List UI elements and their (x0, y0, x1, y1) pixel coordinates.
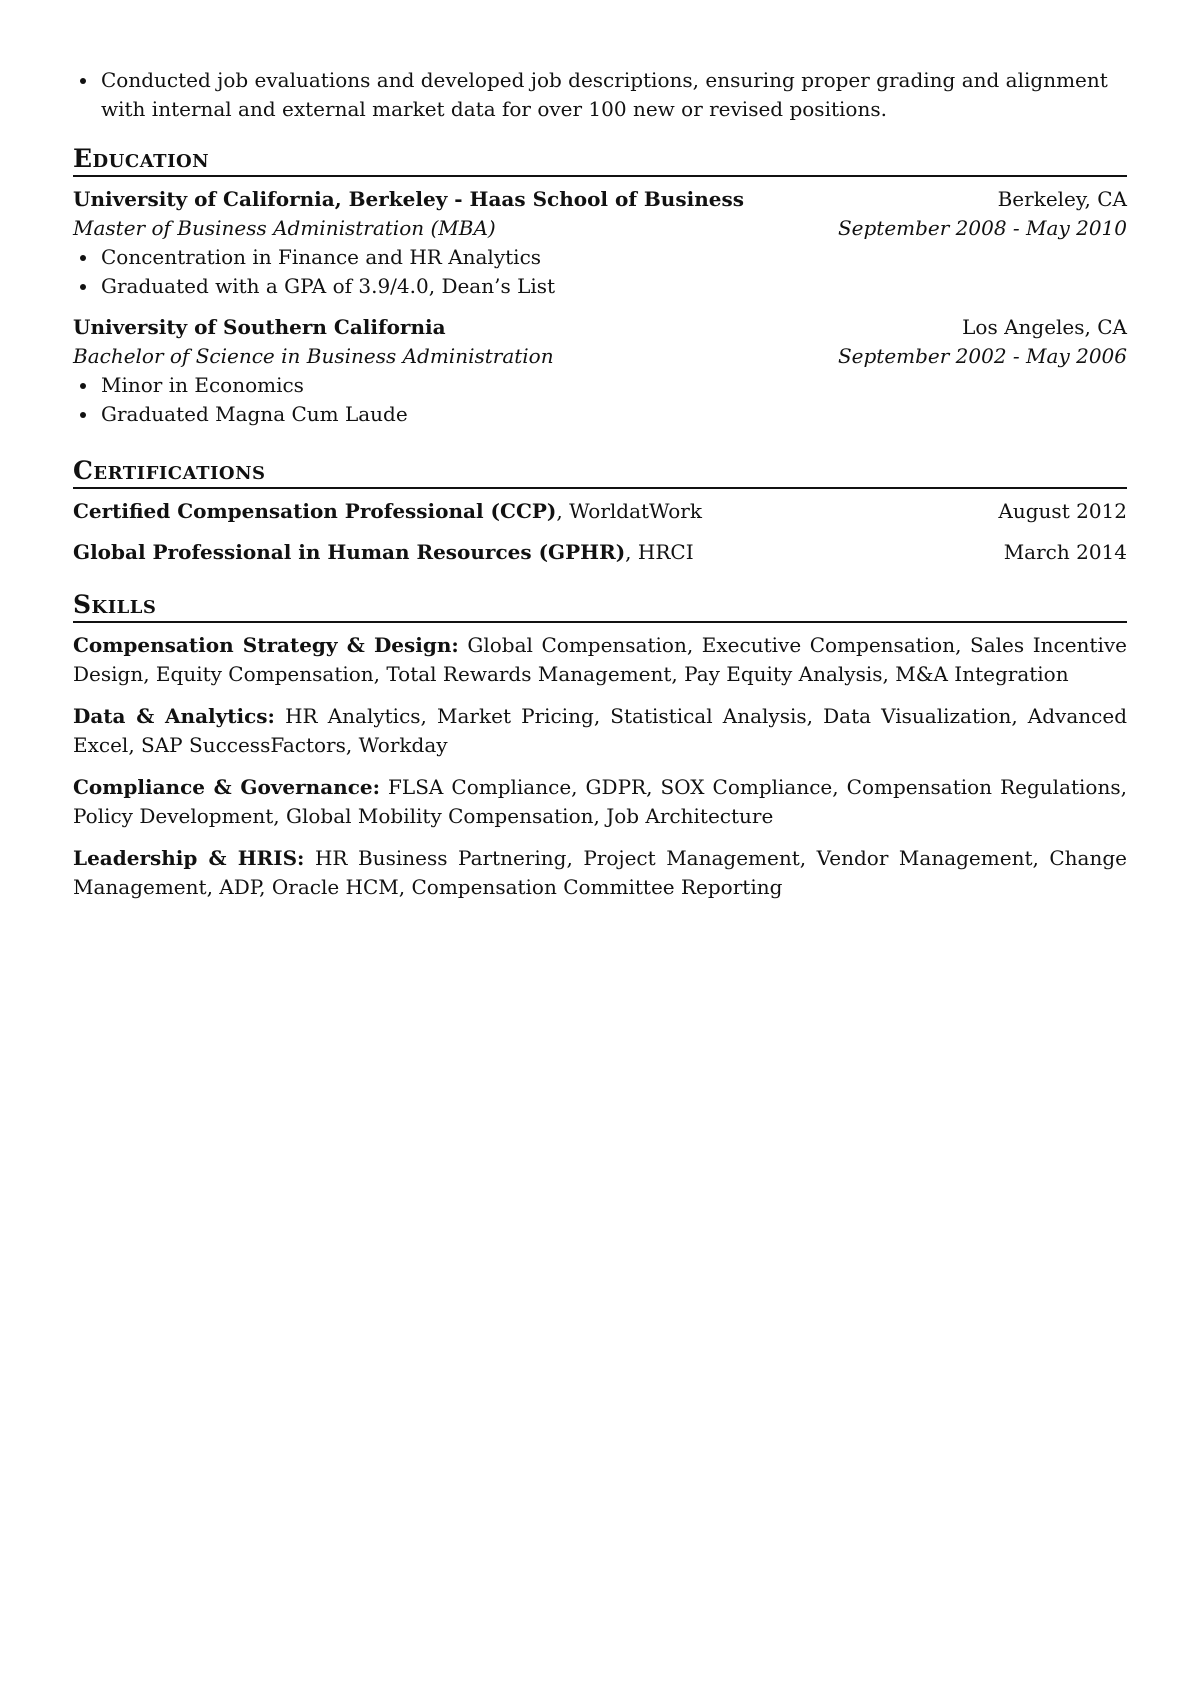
skill-group-label: Compensation Strategy & Design: (73, 633, 459, 657)
certifications-heading: Certifications (73, 456, 1127, 489)
certification-date: August 2012 (998, 499, 1127, 523)
education-entry (73, 313, 1127, 429)
certification-name: Global Professional in Human Resources (GPHR) (73, 540, 626, 564)
experience-continuation-list (73, 66, 1127, 124)
education-bullets (73, 371, 1127, 429)
education-dates: September 2008 - May 2010 (837, 216, 1127, 240)
education-heading: Education (73, 144, 1127, 177)
education-section (73, 144, 1127, 441)
skill-group-text: FLSA Compliance, GDPR, SOX Compliance, Compensation Regulations, Policy Development, Global Mobility Compensation, Job Architecture (73, 775, 1127, 828)
skill-group-label: Data & Analytics: (73, 704, 275, 728)
certification-item (73, 497, 1127, 526)
certification-item (73, 538, 1127, 567)
certification-issuer: , WorldatWork (556, 499, 702, 523)
education-dates: September 2002 - May 2006 (837, 344, 1127, 368)
education-bullet: Graduated Magna Cum Laude (73, 400, 1127, 429)
experience-bullet: Conducted job evaluations and developed job descriptions, ensuring proper grading and alignment with internal and external market data for over 100 new or revised positions. (73, 66, 1127, 124)
certifications-section (73, 456, 1127, 579)
skill-group (73, 773, 1127, 831)
skill-group (73, 844, 1127, 902)
degree: Bachelor of Science in Business Administration (73, 344, 554, 368)
skill-group (73, 631, 1127, 689)
education-bullet: Minor in Economics (73, 371, 1127, 400)
school-name: University of California, Berkeley - Haas School of Business (73, 187, 744, 211)
school-location: Berkeley, CA (997, 187, 1127, 211)
skill-group-text: Global Compensation, Executive Compensation, Sales Incentive Design, Equity Compensation, Total Rewards Management, Pay Equity Analysis, M&A Integration (73, 633, 1127, 686)
skill-group (73, 702, 1127, 760)
skills-section (73, 590, 1127, 915)
certification-name: Certified Compensation Professional (CCP) (73, 499, 557, 523)
education-bullets (73, 243, 1127, 301)
skill-group-text: HR Business Partnering, Project Management, Vendor Management, Change Management, ADP, Oracle HCM, Compensation Committee Reporting (73, 846, 1128, 899)
skill-group-label: Compliance & Governance: (73, 775, 380, 799)
education-entry (73, 185, 1127, 301)
skill-group-text: HR Analytics, Market Pricing, Statistical Analysis, Data Visualization, Advanced Excel, SAP SuccessFactors, Workday (73, 704, 1128, 757)
certification-date: March 2014 (1003, 540, 1127, 564)
degree: Master of Business Administration (MBA) (73, 216, 496, 240)
skill-group-label: Leadership & HRIS: (73, 846, 305, 870)
education-bullet: Concentration in Finance and HR Analytics (73, 243, 1127, 272)
education-bullet: Graduated with a GPA of 3.9/4.0, Dean’s List (73, 272, 1127, 301)
skills-heading: Skills (73, 590, 1127, 623)
school-location: Los Angeles, CA (962, 315, 1127, 339)
school-name: University of Southern California (73, 315, 446, 339)
certification-issuer: , HRCI (625, 540, 694, 564)
